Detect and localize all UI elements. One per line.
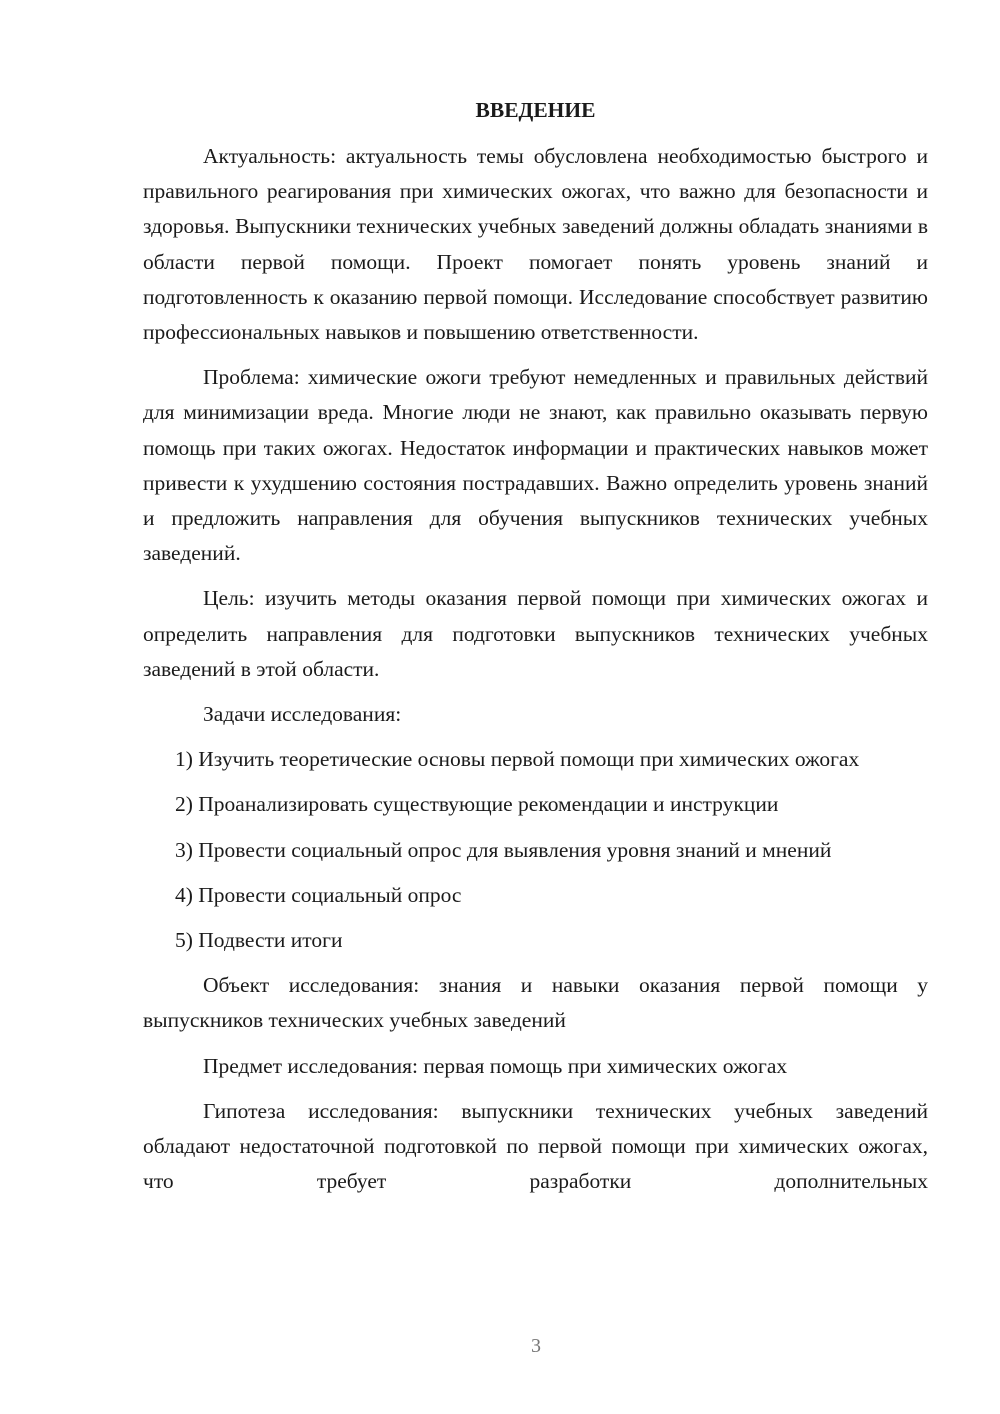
paragraph-hypothesis: Гипотеза исследования: выпускники технических учебных заведений обладают недостаточной подготовкой по первой помощи при химических ожогах, что требует разработки дополнительных (143, 1098, 928, 1194)
paragraph-tasks-heading: Задачи исследования: (203, 702, 402, 727)
task-item-4: 4) Провести социальный опрос (175, 882, 462, 907)
task-item-5: 5) Подвести итоги (175, 928, 343, 953)
page-number: 3 (531, 1335, 541, 1357)
paragraph-subject: Предмет исследования: первая помощь при химических ожогах (203, 1053, 788, 1078)
paragraph-goal: Цель: изучить методы оказания первой помощи при химических ожогах и определить направления для подготовки выпускников технических учебных заведений в этой области. (143, 586, 928, 681)
section-title: ВВЕДЕНИЕ (475, 98, 596, 122)
task-item-1: 1) Изучить теоретические основы первой помощи при химических ожогах (175, 747, 860, 772)
paragraph-relevance: Актуальность: актуальность темы обусловлена необходимостью быстрого и правильного реагирования при химических ожогах, что важно для безопасности и здоровья. Выпускники технических учебных заведений должны обладать знаниями в области первой помощи. Проект помогает понять уровень знаний и подготовленность к оказанию первой помощи. Исследование способствует развитию профессиональных навыков и повышению ответственности. (143, 144, 928, 345)
document-page (143, 93, 928, 1209)
task-item-3: 3) Провести социальный опрос для выявления уровня знаний и мнений (175, 837, 832, 862)
paragraph-object: Объект исследования: знания и навыки оказания первой помощи у выпускников технических учебных заведений (143, 973, 928, 1033)
task-item-2: 2) Проанализировать существующие рекомендации и инструкции (175, 792, 779, 817)
paragraph-problem: Проблема: химические ожоги требуют немедленных и правильных действий для минимизации вреда. Многие люди не знают, как правильно оказывать первую помощь при таких ожогах. Недостаток информации и практических навыков может привести к ухудшению состояния пострадавших. Важно определить уровень знаний и предложить направления для обучения выпускников технических учебных заведений. (143, 365, 928, 566)
